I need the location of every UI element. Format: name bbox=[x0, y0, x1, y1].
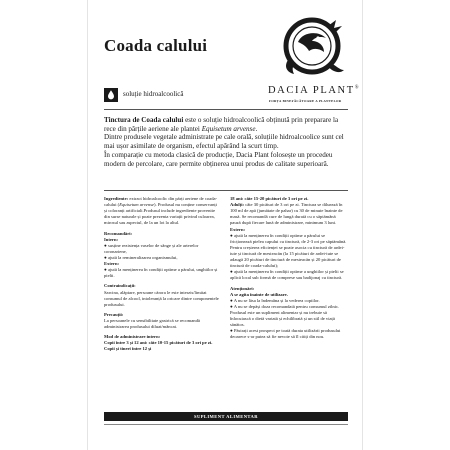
recommendations-title: Recomandări: bbox=[104, 230, 133, 236]
dragon-logo-icon bbox=[274, 16, 350, 80]
shake-warning: A se agita înainte de utilizare. bbox=[230, 291, 288, 297]
ingredients-section bbox=[104, 196, 221, 227]
bullet-icon: ● bbox=[230, 269, 233, 275]
bullet-icon: ● bbox=[104, 254, 107, 260]
warnings-title: Atenționări: bbox=[230, 285, 255, 291]
left-column bbox=[104, 196, 221, 353]
internal-item: ● susține rezistența vaselor de sânge și ale arterelor coronariene, bbox=[104, 242, 199, 254]
ingredients-text: extract hidroalcoolic din părți aeriene de coada-calului ( bbox=[104, 196, 218, 208]
adults-text: câte 30 picături de 3 ori pe zi. Tinctura se diluează în 100 ml de apă (jumătate de pahar) cu 30 de minute înainte de masă. Se recomandă cure de lungă durată cu o săptămână pauză după fiecare lună de administrare, minimum 3 luni. bbox=[230, 202, 343, 226]
internal-item: ● ajută la remineralizarea organismului, bbox=[104, 254, 178, 260]
external-title: Extern: bbox=[104, 261, 120, 267]
right-column bbox=[230, 196, 347, 341]
product-form: soluție hidroalcoolică bbox=[123, 90, 184, 98]
contraindications-text: Sarcina, alăptare, persoane cărora le este interzis/limitat consumul de alcool, intoleranță la oricare dintre componentele produsului. bbox=[104, 289, 219, 307]
external-use-item: ● ajută la menținerea în condiții optime a părului se fricționează pielea capului cu tinctură, de 2-3 ori pe săptămână. Pentru creșterea eficienței se poate asocia cu tinctură de ardei-iute și tinctură de mesteacăn (la 15 picături de ardei-iute se adaugă 20 picături de tinctură de mesteacăn și 20 picături de tinctură de coada-calului); bbox=[230, 232, 347, 269]
warning-item: ● A nu se lăsa la îndemâna și la vederea copiilor. bbox=[230, 297, 320, 303]
product-title: Coada calului bbox=[104, 36, 208, 55]
warning-item: ● A nu se depăși doza recomandată pentru consumul zilnic. Produsul este un supliment alimentar și nu trebuie să înlocuiască o dietă variată și echilibrată și un stil de viață sănătos. bbox=[230, 303, 340, 328]
supplement-banner: SUPLIMENT ALIMENTAR bbox=[104, 412, 348, 421]
administration-continued: 18 ani: câte 15-20 picături de 3 ori pe zi. bbox=[230, 196, 309, 201]
product-leaflet bbox=[87, 0, 363, 450]
precautions-text: La persoanele cu sensibilitate gastrică se recomandă administrarea produsului diluat/mâncat. bbox=[104, 317, 200, 330]
adults-title: Adulți: bbox=[230, 202, 245, 208]
administration-title: Mod de administrare intern: bbox=[104, 334, 161, 340]
external-item: ● ajută la menținerea în condiții optime a părului, unghiilor și pielii. bbox=[104, 267, 218, 279]
intro-latin-name: Equisetum arvense bbox=[201, 124, 256, 133]
intro-text-end: . bbox=[255, 124, 258, 133]
bullet-icon: ● bbox=[230, 232, 233, 238]
details-columns bbox=[104, 196, 350, 352]
divider bbox=[104, 190, 348, 191]
intro-paragraph-2: Dintre produsele vegetale administrate pe cale orală, soluțiile hidroalcoolice sunt cel mai ușor asimilate de organism, efectul apărând la scurt timp. bbox=[104, 133, 344, 151]
divider bbox=[104, 109, 348, 110]
intro-text: este o soluție hidroalcoolică obținută prin preparare la rece din părțile aeriene ale plantei bbox=[104, 116, 339, 133]
bullet-icon: ● bbox=[230, 297, 233, 303]
intro-paragraph-3: În comparație cu metoda clasică de producție, Dacia Plant folosește un procedeu modern de percolare, care permite obținerea unui produs de calitate superioară. bbox=[104, 150, 333, 168]
divider bbox=[104, 424, 348, 425]
external-use-title: Extern: bbox=[230, 226, 246, 232]
bullet-icon: ● bbox=[104, 267, 107, 273]
ingredients-title: Ingrediente: bbox=[104, 196, 129, 201]
contraindications-title: Contraindicații: bbox=[104, 283, 136, 289]
brand-name: DACIA PLANT® bbox=[268, 85, 361, 96]
adults-dosage bbox=[230, 202, 347, 226]
ingredients-text-end: ). Produsul nu conține conservanți și coloranți artificiali.Produsul include ingrediente provenite din surse naturale și poate prezenta variații privind culoarea, mirosul sau aspectul, de la un lot la altul. bbox=[104, 202, 217, 226]
intro-bold-name: Tinctura de Coada calului bbox=[104, 116, 184, 124]
internal-title: Intern: bbox=[104, 236, 119, 242]
warning-item: ● Păstrați acest prospect pe toată durata utilizării produsului deoarece s-ar putea să fie nevoie să îl citiți din nou. bbox=[230, 328, 341, 340]
administration-text: Copii între 3 și 12 ani: câte 10-15 picături de 3 ori pe zi. Copii și tineri între 12 și bbox=[104, 340, 213, 352]
water-drop-icon bbox=[104, 88, 118, 102]
precautions-title: Precauții: bbox=[104, 311, 124, 317]
bullet-icon: ● bbox=[230, 303, 233, 309]
brand-tagline: FORȚA BINEFĂCĂTOARE A PLANTELOR bbox=[269, 99, 342, 103]
ingredients-latin: Equisetum arvense bbox=[119, 202, 155, 208]
external-use-item: ● ajută la menținerea în condiții optime a unghiilor și pielii se aplică local sub formă de comprese sau badijonaj cu tinctură. bbox=[230, 269, 344, 281]
bullet-icon: ● bbox=[104, 242, 107, 248]
bullet-icon: ● bbox=[230, 328, 233, 334]
product-description bbox=[104, 116, 350, 168]
